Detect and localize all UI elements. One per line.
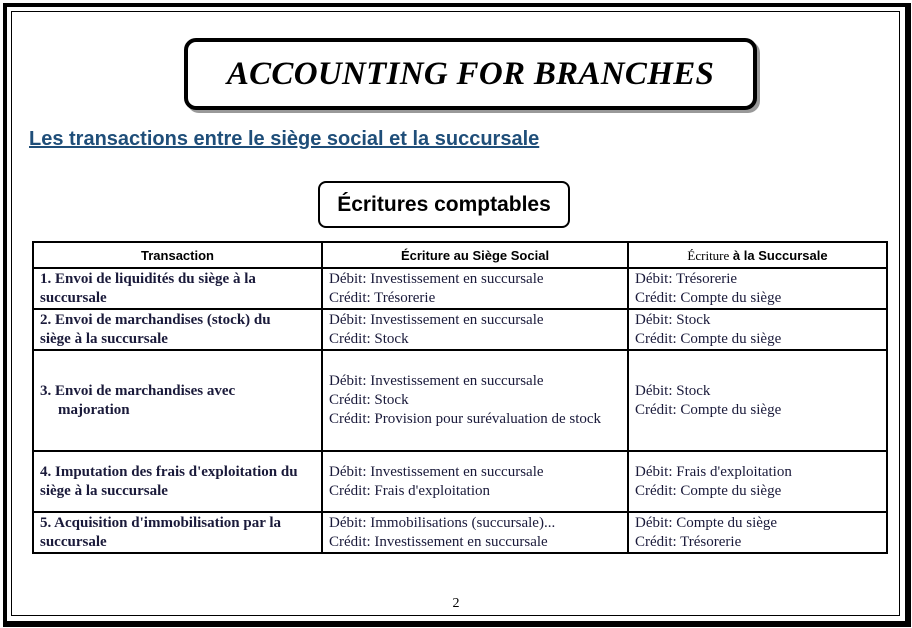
transaction-line: succursale	[40, 533, 107, 550]
siege-entry-cell	[322, 451, 628, 512]
entry-line: Débit: Investissement en succursale	[329, 270, 544, 287]
succursale-entry-cell	[628, 451, 887, 512]
table-header-row	[33, 242, 887, 268]
transaction-line: 3. Envoi de marchandises avec	[40, 382, 236, 399]
succursale-entry-cell	[628, 512, 887, 553]
entry-line: Crédit: Provision pour surévaluation de stock	[329, 411, 602, 427]
header-succursale	[628, 242, 887, 268]
entry-line: Crédit: Investissement en succursale	[329, 533, 548, 550]
transaction-line: 2. Envoi de marchandises (stock) du	[40, 311, 271, 328]
title-banner	[184, 38, 757, 110]
entry-line: Crédit: Compte du siège	[635, 401, 782, 418]
table-row	[33, 350, 887, 451]
section-heading: Écritures comptables	[318, 181, 570, 228]
entry-line: Débit: Immobilisations (succursale)...	[329, 514, 556, 531]
page-number: 2	[452, 596, 460, 611]
transaction-cell	[33, 451, 322, 512]
transaction-line: 5. Acquisition d'immobilisation par la	[40, 514, 282, 531]
transaction-line: majoration	[58, 401, 130, 418]
header-succursale-part2: à la Succursale	[729, 247, 828, 263]
table-row	[33, 309, 887, 350]
header-transaction: Transaction	[33, 242, 322, 268]
entry-line: Débit: Investissement en succursale	[329, 373, 544, 389]
siege-entry-cell	[322, 512, 628, 553]
page-title: ACCOUNTING FOR BRANCHES	[226, 55, 715, 92]
entry-line: Débit: Stock	[635, 382, 711, 399]
entry-line: Crédit: Compte du siège	[635, 289, 782, 306]
entry-line: Débit: Stock	[635, 311, 711, 328]
entry-line: Crédit: Trésorerie	[635, 533, 742, 550]
transaction-line: siège à la succursale	[40, 482, 168, 499]
table-row	[33, 451, 887, 512]
transaction-line: 1. Envoi de liquidités du siège à la	[40, 270, 256, 287]
entry-line: Débit: Compte du siège	[635, 514, 778, 531]
entry-line: Crédit: Compte du siège	[635, 482, 782, 499]
transaction-line: siège à la succursale	[40, 330, 168, 347]
transaction-cell	[33, 309, 322, 350]
entry-line: Débit: Frais d'exploitation	[635, 463, 792, 480]
entry-line: Crédit: Trésorerie	[329, 289, 436, 306]
entry-line: Crédit: Stock	[329, 392, 409, 408]
succursale-entry-cell	[628, 309, 887, 350]
accounting-entries-table	[32, 241, 888, 554]
header-succursale-part1: Écriture	[687, 247, 730, 263]
siege-entry-cell	[322, 268, 628, 309]
header-siege: Écriture au Siège Social	[322, 242, 628, 268]
succursale-entry-cell	[628, 268, 887, 309]
section-subtitle: Les transactions entre le siège social et la succursale	[29, 128, 540, 150]
table-row	[33, 512, 887, 553]
table-row	[33, 268, 887, 309]
transaction-cell	[33, 512, 322, 553]
entry-line: Crédit: Frais d'exploitation	[329, 482, 491, 499]
transaction-line: 4. Imputation des frais d'exploitation du	[40, 463, 298, 480]
transaction-line: succursale	[40, 289, 107, 306]
entry-line: Débit: Investissement en succursale	[329, 311, 544, 328]
entry-line: Débit: Investissement en succursale	[329, 463, 544, 480]
transaction-cell	[33, 268, 322, 309]
entry-line: Crédit: Stock	[329, 330, 409, 347]
entry-line: Débit: Trésorerie	[635, 270, 738, 287]
transaction-cell	[33, 350, 322, 451]
entry-line: Crédit: Compte du siège	[635, 330, 782, 347]
siege-entry-cell	[322, 309, 628, 350]
siege-entry-cell	[322, 350, 628, 451]
succursale-entry-cell	[628, 350, 887, 451]
